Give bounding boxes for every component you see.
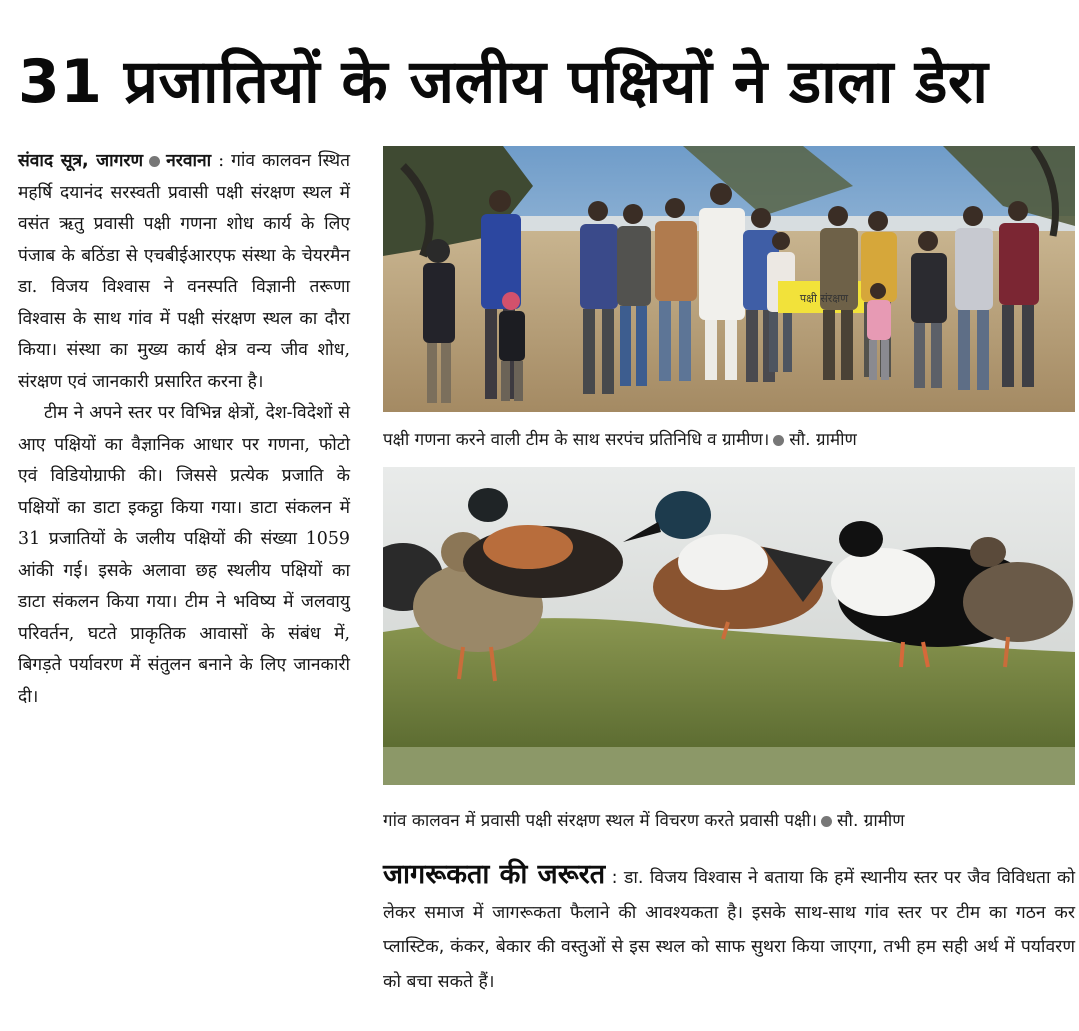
subsection-separator: : [605, 868, 624, 888]
dateline-source: संवाद सूत्र, जागरण [18, 151, 144, 171]
banner-text: पक्षी संरक्षण [799, 292, 849, 305]
headline: 31 प्रजातियों के जलीय पक्षियों ने डाला डेरा [18, 47, 989, 117]
subsection-title: जागरूकता की जरूरत [383, 859, 606, 890]
paragraph-1 [18, 146, 350, 398]
birds-photo [383, 467, 1075, 785]
article-body [18, 146, 350, 713]
subsection-text: डा. विजय विश्वास ने बताया कि हमें स्थानीय स्तर पर जैव विविधता को लेकर समाज में जागरूकता फैलाने की आवश्यकता है। इसके साथ-साथ गांव स्तर पर टीम का गठन कर प्लास्टिक, कंकर, बेकार की वस्तुओं से इस स्थल को साफ सुथरा किया जाएगा, तभी हम सही अर्थ में पर्यावरण को बचा सकते हैं। [383, 868, 1075, 992]
dateline-separator: : [218, 151, 225, 171]
birds-photo-caption [383, 807, 1075, 835]
caption-text: गांव कालवन में प्रवासी पक्षी संरक्षण स्थल में विचरण करते प्रवासी पक्षी। [383, 811, 818, 831]
dateline-place: नरवाना [166, 151, 212, 171]
photo-credit: सौ. ग्रामीण [837, 811, 905, 831]
paragraph-1-text: गांव कालवन स्थित महर्षि दयानंद सरस्वती प्रवासी पक्षी संरक्षण स्थल में वसंत ऋतु प्रवासी पक्षी गणना शोध कार्य के लिए पंजाब के बठिंडा से एचबीईआरएफ संस्था के चेयरमैन डा. विजय विश्वास ने वनस्पति विज्ञानी तरूणा विश्वास के साथ गांव में पक्षी संरक्षण स्थल का दौरा किया। संस्था का मुख्य कार्य क्षेत्र वन्य जीव शोध, संरक्षण एवं जानकारी प्रसारित करना है। [18, 151, 350, 392]
bullet-icon [149, 156, 160, 167]
bullet-icon [821, 816, 832, 827]
dateline [18, 151, 211, 171]
bullet-icon [773, 435, 784, 446]
caption-text: पक्षी गणना करने वाली टीम के साथ सरपंच प्रतिनिधि व ग्रामीण। [383, 430, 770, 450]
photo-credit: सौ. ग्रामीण [789, 430, 857, 450]
subsection [383, 858, 1075, 999]
paragraph-2: टीम ने अपने स्तर पर विभिन्न क्षेत्रों, देश-विदेशों से आए पक्षियों का वैज्ञानिक आधार पर गणना, फोटो एवं विडियोग्राफी की। जिससे प्रत्येक प्रजाति के पक्षियों का डाटा इकट्ठा किया गया। डाटा संकलन में 31 प्रजातियों के जलीय पक्षियों की संख्या 1059 आंकी गई। इसके अलावा छह स्थलीय पक्षियों का डाटा संकलन किया गया। टीम ने भविष्य में जलवायु परिवर्तन, घटते प्राकृतिक आवासों के संबंध में, बिगड़ते पर्यावरण में संतुलन बनाने के लिए जानकारी दी। [18, 403, 350, 707]
team-photo [383, 146, 1075, 412]
team-photo-caption [383, 426, 1075, 454]
